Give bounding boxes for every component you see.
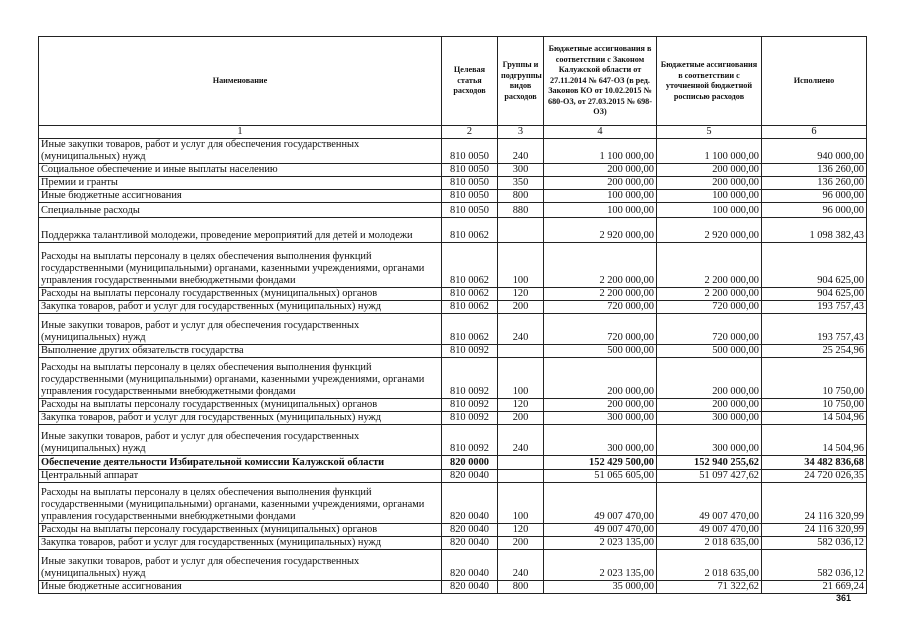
row-expense-group: 240 [498, 139, 544, 164]
row-target-code: 820 0040 [442, 550, 498, 581]
row-target-code: 820 0040 [442, 470, 498, 483]
row-refined-allocation: 200 000,00 [657, 358, 762, 399]
table-row [39, 190, 867, 203]
row-expense-group: 880 [498, 203, 544, 218]
row-executed: 1 098 382,43 [762, 218, 867, 243]
row-target-code: 810 0062 [442, 218, 498, 243]
row-target-code: 810 0092 [442, 345, 498, 358]
row-target-code: 810 0092 [442, 399, 498, 412]
header-refined-allocation: Бюджетные ассигнования в соответствии с уточненной бюджетной росписью расходов [657, 37, 762, 126]
row-refined-allocation: 720 000,00 [657, 314, 762, 345]
row-executed: 24 116 320,99 [762, 524, 867, 537]
row-law-allocation: 720 000,00 [544, 314, 657, 345]
row-target-code: 810 0062 [442, 301, 498, 314]
row-law-allocation: 500 000,00 [544, 345, 657, 358]
row-law-allocation: 200 000,00 [544, 358, 657, 399]
row-law-allocation: 2 200 000,00 [544, 288, 657, 301]
row-target-code: 810 0050 [442, 139, 498, 164]
row-target-code: 810 0050 [442, 164, 498, 177]
row-target-code: 810 0092 [442, 412, 498, 425]
row-name: Иные бюджетные ассигнования [39, 190, 442, 203]
row-executed: 136 260,00 [762, 164, 867, 177]
row-target-code: 820 0040 [442, 483, 498, 524]
column-number: 3 [498, 126, 544, 139]
row-expense-group: 200 [498, 301, 544, 314]
row-name: Иные закупки товаров, работ и услуг для обеспечения государственных (муниципальных) нужд [39, 139, 442, 164]
column-number: 4 [544, 126, 657, 139]
row-target-code: 820 0000 [442, 456, 498, 470]
header-code: Целевая статья расходов [442, 37, 498, 126]
row-refined-allocation: 2 018 635,00 [657, 550, 762, 581]
row-law-allocation: 200 000,00 [544, 399, 657, 412]
table-row [39, 314, 867, 345]
row-law-allocation: 49 007 470,00 [544, 524, 657, 537]
table-row [39, 524, 867, 537]
row-expense-group: 200 [498, 412, 544, 425]
budget-execution-table [38, 36, 867, 594]
row-law-allocation: 300 000,00 [544, 425, 657, 456]
row-name: Социальное обеспечение и иные выплаты населению [39, 164, 442, 177]
row-name: Выполнение других обязательств государства [39, 345, 442, 358]
row-refined-allocation: 200 000,00 [657, 177, 762, 190]
column-number: 2 [442, 126, 498, 139]
row-law-allocation: 720 000,00 [544, 301, 657, 314]
row-expense-group: 300 [498, 164, 544, 177]
row-executed: 904 625,00 [762, 243, 867, 288]
row-refined-allocation: 200 000,00 [657, 399, 762, 412]
table-row [39, 358, 867, 399]
row-expense-group: 100 [498, 483, 544, 524]
row-executed: 24 720 026,35 [762, 470, 867, 483]
row-name: Поддержка талантливой молодежи, проведение мероприятий для детей и молодежи [39, 218, 442, 243]
row-target-code: 810 0092 [442, 425, 498, 456]
row-expense-group [498, 345, 544, 358]
row-target-code: 810 0050 [442, 177, 498, 190]
row-expense-group: 350 [498, 177, 544, 190]
row-refined-allocation: 500 000,00 [657, 345, 762, 358]
row-executed: 96 000,00 [762, 190, 867, 203]
table-row [39, 164, 867, 177]
row-name: Расходы на выплаты персоналу в целях обеспечения выполнения функций государственными (муниципальными) органами, казенными учреждениями, органами управления государственными внебюджетными фондами [39, 483, 442, 524]
row-law-allocation: 200 000,00 [544, 164, 657, 177]
row-refined-allocation: 2 200 000,00 [657, 243, 762, 288]
column-number-row [39, 126, 867, 139]
row-name: Иные бюджетные ассигнования [39, 581, 442, 594]
row-target-code: 810 0050 [442, 203, 498, 218]
row-name: Расходы на выплаты персоналу государственных (муниципальных) органов [39, 288, 442, 301]
table-row [39, 550, 867, 581]
table-row [39, 412, 867, 425]
row-expense-group: 800 [498, 190, 544, 203]
row-law-allocation: 200 000,00 [544, 177, 657, 190]
row-refined-allocation: 720 000,00 [657, 301, 762, 314]
row-refined-allocation: 2 200 000,00 [657, 288, 762, 301]
table-row [39, 301, 867, 314]
row-refined-allocation: 300 000,00 [657, 425, 762, 456]
row-expense-group: 100 [498, 358, 544, 399]
table-row [39, 218, 867, 243]
row-refined-allocation: 51 097 427,62 [657, 470, 762, 483]
row-executed: 96 000,00 [762, 203, 867, 218]
row-executed: 136 260,00 [762, 177, 867, 190]
row-law-allocation: 35 000,00 [544, 581, 657, 594]
row-target-code: 810 0050 [442, 190, 498, 203]
table-row [39, 177, 867, 190]
row-name: Иные закупки товаров, работ и услуг для обеспечения государственных (муниципальных) нужд [39, 314, 442, 345]
table-row [39, 470, 867, 483]
row-executed: 10 750,00 [762, 399, 867, 412]
row-law-allocation: 2 200 000,00 [544, 243, 657, 288]
header-executed: Исполнено [762, 37, 867, 126]
row-executed: 582 036,12 [762, 537, 867, 550]
row-target-code: 810 0062 [442, 243, 498, 288]
row-law-allocation: 49 007 470,00 [544, 483, 657, 524]
row-executed: 14 504,96 [762, 412, 867, 425]
row-executed: 193 757,43 [762, 301, 867, 314]
table-row [39, 425, 867, 456]
row-executed: 904 625,00 [762, 288, 867, 301]
row-expense-group: 120 [498, 524, 544, 537]
row-target-code: 810 0062 [442, 314, 498, 345]
row-expense-group: 120 [498, 288, 544, 301]
row-name: Закупка товаров, работ и услуг для государственных (муниципальных) нужд [39, 301, 442, 314]
row-refined-allocation: 1 100 000,00 [657, 139, 762, 164]
row-expense-group: 200 [498, 537, 544, 550]
row-expense-group: 800 [498, 581, 544, 594]
column-number: 1 [39, 126, 442, 139]
row-refined-allocation: 49 007 470,00 [657, 524, 762, 537]
row-expense-group [498, 470, 544, 483]
row-executed: 21 669,24 [762, 581, 867, 594]
row-name: Премии и гранты [39, 177, 442, 190]
row-name: Закупка товаров, работ и услуг для государственных (муниципальных) нужд [39, 537, 442, 550]
row-refined-allocation: 2 920 000,00 [657, 218, 762, 243]
row-refined-allocation: 300 000,00 [657, 412, 762, 425]
row-target-code: 820 0040 [442, 524, 498, 537]
table-row [39, 288, 867, 301]
row-target-code: 820 0040 [442, 581, 498, 594]
table-row [39, 139, 867, 164]
row-law-allocation: 100 000,00 [544, 203, 657, 218]
row-refined-allocation: 200 000,00 [657, 164, 762, 177]
row-refined-allocation: 100 000,00 [657, 190, 762, 203]
row-law-allocation: 100 000,00 [544, 190, 657, 203]
table-row [39, 243, 867, 288]
row-executed: 10 750,00 [762, 358, 867, 399]
row-executed: 940 000,00 [762, 139, 867, 164]
row-refined-allocation: 152 940 255,62 [657, 456, 762, 470]
row-name: Обеспечение деятельности Избирательной комиссии Калужской области [39, 456, 442, 470]
table-row [39, 483, 867, 524]
table-header-row [39, 37, 867, 126]
row-target-code: 810 0092 [442, 358, 498, 399]
row-executed: 582 036,12 [762, 550, 867, 581]
row-executed: 193 757,43 [762, 314, 867, 345]
table-row [39, 456, 867, 470]
row-law-allocation: 152 429 500,00 [544, 456, 657, 470]
row-name: Расходы на выплаты персоналу государственных (муниципальных) органов [39, 399, 442, 412]
row-name: Расходы на выплаты персоналу в целях обеспечения выполнения функций государственными (муниципальными) органами, казенными учреждениями, органами управления государственными внебюджетными фондами [39, 243, 442, 288]
row-name: Закупка товаров, работ и услуг для государственных (муниципальных) нужд [39, 412, 442, 425]
row-executed: 14 504,96 [762, 425, 867, 456]
row-executed: 24 116 320,99 [762, 483, 867, 524]
header-law-allocation: Бюджетные ассигнования в соответствии с Законом Калужской области от 27.11.2014 № 647-ОЗ (в ред. Законов КО от 10.02.2015 № 680-ОЗ, от 27.03.2015 № 698-ОЗ) [544, 37, 657, 126]
row-refined-allocation: 49 007 470,00 [657, 483, 762, 524]
header-name: Наименование [39, 37, 442, 126]
row-expense-group: 120 [498, 399, 544, 412]
row-expense-group: 240 [498, 314, 544, 345]
row-law-allocation: 51 065 605,00 [544, 470, 657, 483]
row-refined-allocation: 100 000,00 [657, 203, 762, 218]
row-expense-group: 100 [498, 243, 544, 288]
row-name: Расходы на выплаты персоналу в целях обеспечения выполнения функций государственными (муниципальными) органами, казенными учреждениями, органами управления государственными внебюджетными фондами [39, 358, 442, 399]
row-target-code: 810 0062 [442, 288, 498, 301]
column-number: 6 [762, 126, 867, 139]
row-law-allocation: 2 023 135,00 [544, 537, 657, 550]
table-row [39, 399, 867, 412]
row-expense-group [498, 456, 544, 470]
header-group: Группы и подгруппы видов расходов [498, 37, 544, 126]
row-name: Специальные расходы [39, 203, 442, 218]
column-number: 5 [657, 126, 762, 139]
row-refined-allocation: 2 018 635,00 [657, 537, 762, 550]
row-refined-allocation: 71 322,62 [657, 581, 762, 594]
table-row [39, 203, 867, 218]
row-executed: 25 254,96 [762, 345, 867, 358]
row-target-code: 820 0040 [442, 537, 498, 550]
row-name: Центральный аппарат [39, 470, 442, 483]
row-expense-group: 240 [498, 550, 544, 581]
row-expense-group [498, 218, 544, 243]
row-law-allocation: 300 000,00 [544, 412, 657, 425]
row-law-allocation: 2 023 135,00 [544, 550, 657, 581]
table-row [39, 581, 867, 594]
row-name: Расходы на выплаты персоналу государственных (муниципальных) органов [39, 524, 442, 537]
row-name: Иные закупки товаров, работ и услуг для обеспечения государственных (муниципальных) нужд [39, 550, 442, 581]
row-law-allocation: 2 920 000,00 [544, 218, 657, 243]
row-name: Иные закупки товаров, работ и услуг для обеспечения государственных (муниципальных) нужд [39, 425, 442, 456]
page-number: 361 [836, 593, 852, 603]
table-row [39, 537, 867, 550]
row-law-allocation: 1 100 000,00 [544, 139, 657, 164]
row-executed: 34 482 836,68 [762, 456, 867, 470]
table-row [39, 345, 867, 358]
row-expense-group: 240 [498, 425, 544, 456]
